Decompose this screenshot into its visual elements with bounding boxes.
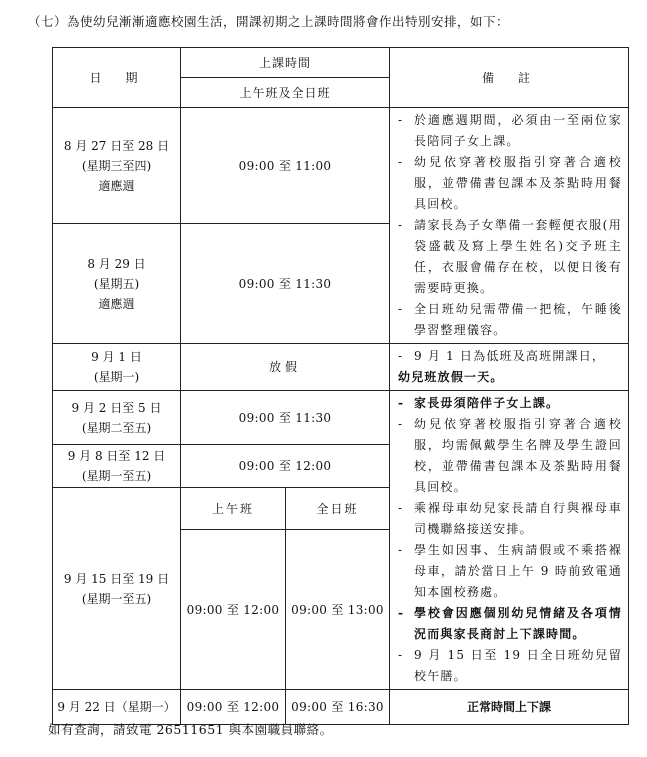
note-a-3: - 請家長為子女準備一套輕便衣服(用袋盛載及寫上學生姓名)交予班主任，衣服會備存在校，以便日後有需要時更換。 [398, 218, 623, 295]
weekday-r6: (星期一至五) [81, 591, 152, 606]
date-cell-r3 [53, 344, 181, 391]
date-cell-r6 [53, 488, 181, 690]
subheader-am: 上午班 [181, 488, 286, 530]
time-r3-holiday: 放假 [181, 344, 390, 391]
remarks-regular [390, 391, 629, 690]
header-date: 日 期 [53, 48, 181, 108]
note-b-1: - 9 月 1 日為低班及高班開課日， [398, 349, 606, 363]
header-class-time: 上課時間 [181, 48, 390, 78]
label-r2: 適應週 [98, 296, 135, 311]
header-remarks: 備 註 [390, 48, 629, 108]
remark-r7: 正常時間上下課 [390, 690, 629, 725]
time-r5: 09:00 至 12:00 [181, 445, 390, 488]
remarks-holiday [390, 344, 629, 391]
time-r7-am: 09:00 至 12:00 [181, 690, 286, 725]
note-a-4: - 全日班幼兒需帶備一把梳，午睡後學習整理儀容。 [398, 302, 623, 337]
time-r2: 09:00 至 11:30 [181, 224, 390, 344]
weekday-r5: (星期一至五) [81, 469, 152, 483]
date-cell-r2 [53, 224, 181, 344]
date-r2: 8 月 29 日 [87, 256, 146, 271]
date-r4: 9 月 2 日至 5 日 [71, 400, 162, 415]
note-c-6: - 9 月 15 日至 19 日全日班幼兒留校午膳。 [398, 648, 623, 683]
date-r5: 9 月 8 日至 12 日 [67, 449, 166, 463]
time-r4: 09:00 至 11:30 [181, 391, 390, 445]
weekday-r1: (星期三至四) [81, 158, 152, 173]
time-r1: 09:00 至 11:00 [181, 108, 390, 224]
date-cell-r1 [53, 108, 181, 224]
date-r3: 9 月 1 日 [91, 350, 142, 364]
intro-text: （七）為使幼兒漸漸適應校園生活，開課初期之上課時間將會作出特別安排，如下： [28, 14, 510, 29]
label-r1: 適應週 [98, 178, 135, 193]
weekday-r4: (星期二至五) [81, 420, 152, 435]
note-a-1: - 於適應週期間，必須由一至兩位家長陪同子女上課。 [398, 113, 623, 148]
date-cell-r4 [53, 391, 181, 445]
date-r7: 9 月 22 日（星期一） [53, 690, 181, 725]
note-c-1: - 家長毋須陪伴子女上課。 [398, 396, 560, 410]
weekday-r2: (星期五) [93, 276, 140, 291]
time-r6-am: 09:00 至 12:00 [181, 530, 286, 690]
note-b-2: 幼兒班放假一天。 [398, 370, 504, 384]
note-c-3: - 乘褓母車幼兒家長請自行與褓母車司機聯絡接送安排。 [398, 501, 623, 536]
header-am-full: 上午班及全日班 [181, 78, 390, 108]
subheader-full: 全日班 [286, 488, 390, 530]
schedule-table [52, 47, 629, 725]
remarks-adaptation [390, 108, 629, 344]
weekday-r3: (星期一) [93, 370, 140, 384]
time-r6-full: 09:00 至 13:00 [286, 530, 390, 690]
date-cell-r5 [53, 445, 181, 488]
note-c-2: - 幼兒依穿著校服指引穿著合適校服，均需佩戴學生名牌及學生證回校，並帶備書包課本及茶點時用餐具回校。 [398, 417, 623, 494]
note-c-4: - 學生如因事、生病請假或不乘搭褓母車，請於當日上午 9 時前致電通知本園校務處。 [398, 543, 623, 599]
footer-contact: 如有查詢，請致電 26511651 與本園職員聯絡。 [48, 722, 333, 737]
date-r1: 8 月 27 日至 28 日 [63, 138, 170, 153]
note-c-5: - 學校會因應個別幼兒情緒及各項情況而與家長商討上下課時間。 [398, 606, 623, 641]
time-r7-full: 09:00 至 16:30 [286, 690, 390, 725]
note-a-2: - 幼兒依穿著校服指引穿著合適校服，並帶備書包課本及茶點時用餐具回校。 [398, 155, 623, 211]
date-r6: 9 月 15 日至 19 日 [63, 571, 170, 586]
